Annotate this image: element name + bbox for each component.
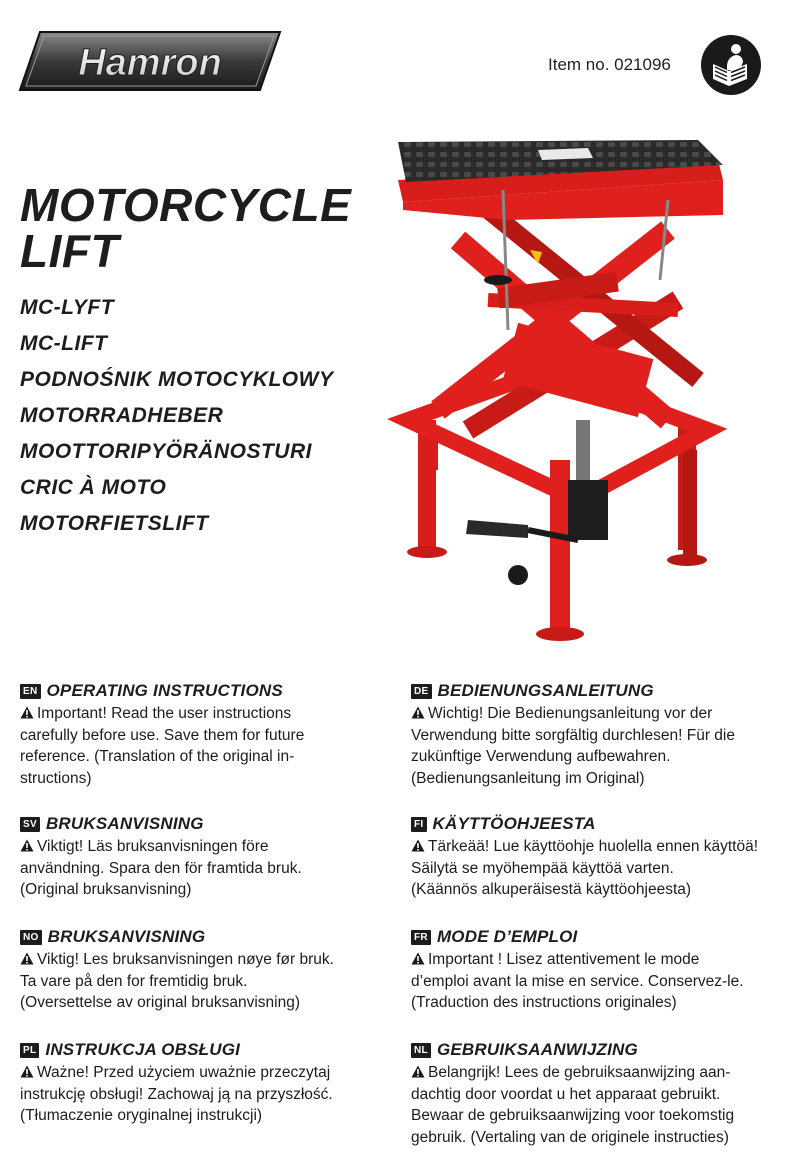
section-line: Viktig! Les bruksanvisningen nøye før bruk.: [37, 951, 334, 968]
section-line: structions): [20, 769, 92, 787]
section-line: (Käännös alkuperäisestä käyttöohjeesta): [411, 881, 692, 898]
lang-badge-no: NO: [20, 930, 42, 945]
section-line: användning. Spara den för framtida bruk.: [20, 859, 302, 877]
section-no: [20, 926, 400, 1014]
warning-icon: [20, 1065, 34, 1078]
warning-icon: [411, 952, 425, 965]
section-line: Bewaar de gebruiksaanwijzing voor toekomstig: [411, 1107, 735, 1124]
section-line: zukünftige Verwendung aufbewahren.: [411, 748, 671, 765]
subtitle-sv: MC-LYFT: [20, 296, 115, 319]
lang-badge-sv: SV: [20, 817, 40, 832]
lang-badge-pl: PL: [20, 1043, 39, 1058]
section-title-no: BRUKSANVISNING: [47, 927, 206, 946]
section-line: Important! Read the user instructions: [37, 705, 292, 722]
section-line: (Bedienungsanleitung im Original): [411, 769, 645, 787]
subtitle-fi: MOOTTORIPYÖRÄNOSTURI: [20, 440, 312, 463]
section-line: dachtig door voordat u het apparaat gebruikt.: [411, 1085, 721, 1103]
section-line: Wichtig! Die Bedienungsanleitung vor der: [428, 705, 713, 722]
subtitle-nl: MOTORFIETSLIFT: [20, 512, 209, 535]
svg-text:Hamron: Hamron: [78, 42, 222, 84]
section-title-sv: BRUKSANVISNING: [45, 814, 204, 833]
section-pl: [20, 1039, 400, 1127]
warning-icon: [411, 839, 425, 852]
section-title-pl: INSTRUKCJA OBSŁUGI: [45, 1040, 241, 1059]
translated-titles: [20, 290, 333, 542]
section-line: Important ! Lisez attentivement le mode: [428, 951, 700, 968]
section-line: gebruik. (Vertaling van de originele instructies): [411, 1128, 729, 1146]
read-manual-icon: [700, 34, 762, 96]
section-de: [411, 680, 791, 789]
title-line-2: LIFT: [20, 225, 120, 277]
warning-icon: [411, 1065, 425, 1078]
warning-icon: [20, 952, 34, 965]
section-line: Tärkeää! Lue käyttöohje huolella ennen käyttöä!: [428, 838, 759, 855]
item-number: Item no. 021096: [548, 55, 671, 74]
subtitle-no: MC-LIFT: [20, 332, 108, 355]
section-line: carefully before use. Save them for future: [20, 726, 305, 744]
section-line: (Original bruksanvisning): [20, 881, 192, 898]
warning-icon: [20, 839, 34, 852]
section-fi: [411, 813, 791, 901]
section-line: (Tłumaczenie oryginalnej instrukcji): [20, 1107, 263, 1124]
section-sv: [20, 813, 400, 901]
section-line: Viktigt! Läs bruksanvisningen före: [37, 838, 269, 855]
section-en: [20, 680, 400, 789]
section-line: Ważne! Przed użyciem uważnie przeczytaj: [37, 1064, 331, 1081]
lang-badge-de: DE: [411, 684, 432, 699]
section-line: Säilytä se myöhempää käyttöä varten.: [411, 859, 674, 877]
lang-badge-fi: FI: [411, 817, 427, 832]
section-line: Verwendung bitte sorgfältig durchlesen! Für die: [411, 726, 735, 744]
section-line: d’emploi avant la mise en service. Conservez-le.: [411, 972, 744, 990]
section-title-nl: GEBRUIKSAANWIJZING: [436, 1040, 638, 1059]
subtitle-de: MOTORRADHEBER: [20, 404, 224, 427]
section-title-de: BEDIENUNGSANLEITUNG: [437, 681, 654, 700]
section-fr: [411, 926, 791, 1014]
section-line: (Oversettelse av original bruksanvisning): [20, 994, 300, 1011]
section-title-en: OPERATING INSTRUCTIONS: [46, 681, 283, 700]
warning-icon: [411, 706, 425, 719]
section-title-fr: MODE D’EMPLOI: [436, 927, 578, 946]
section-line: Belangrijk! Lees de gebruiksaanwijzing aan-: [428, 1064, 731, 1081]
section-line: Ta vare på den for fremtidig bruk.: [20, 972, 248, 990]
lang-badge-nl: NL: [411, 1043, 431, 1058]
main-title: [20, 179, 352, 277]
lang-badge-en: EN: [20, 684, 41, 699]
motorcycle-lift-image: [378, 120, 778, 665]
lang-badge-fr: FR: [411, 930, 431, 945]
section-nl: [411, 1039, 791, 1148]
section-line: reference. (Translation of the original in-: [20, 748, 295, 765]
section-line: (Traduction des instructions originales): [411, 994, 677, 1011]
hamron-logo: [18, 30, 282, 92]
section-title-fi: KÄYTTÖOHJEESTA: [432, 814, 596, 833]
section-line: instrukcję obsługi! Zachowaj ją na przyszłość.: [20, 1085, 333, 1103]
title-line-1: MOTORCYCLE: [20, 179, 352, 231]
subtitle-fr: CRIC À MOTO: [20, 476, 167, 499]
subtitle-pl: PODNOŚNIK MOTOCYKLOWY: [20, 368, 334, 391]
warning-icon: [20, 706, 34, 719]
